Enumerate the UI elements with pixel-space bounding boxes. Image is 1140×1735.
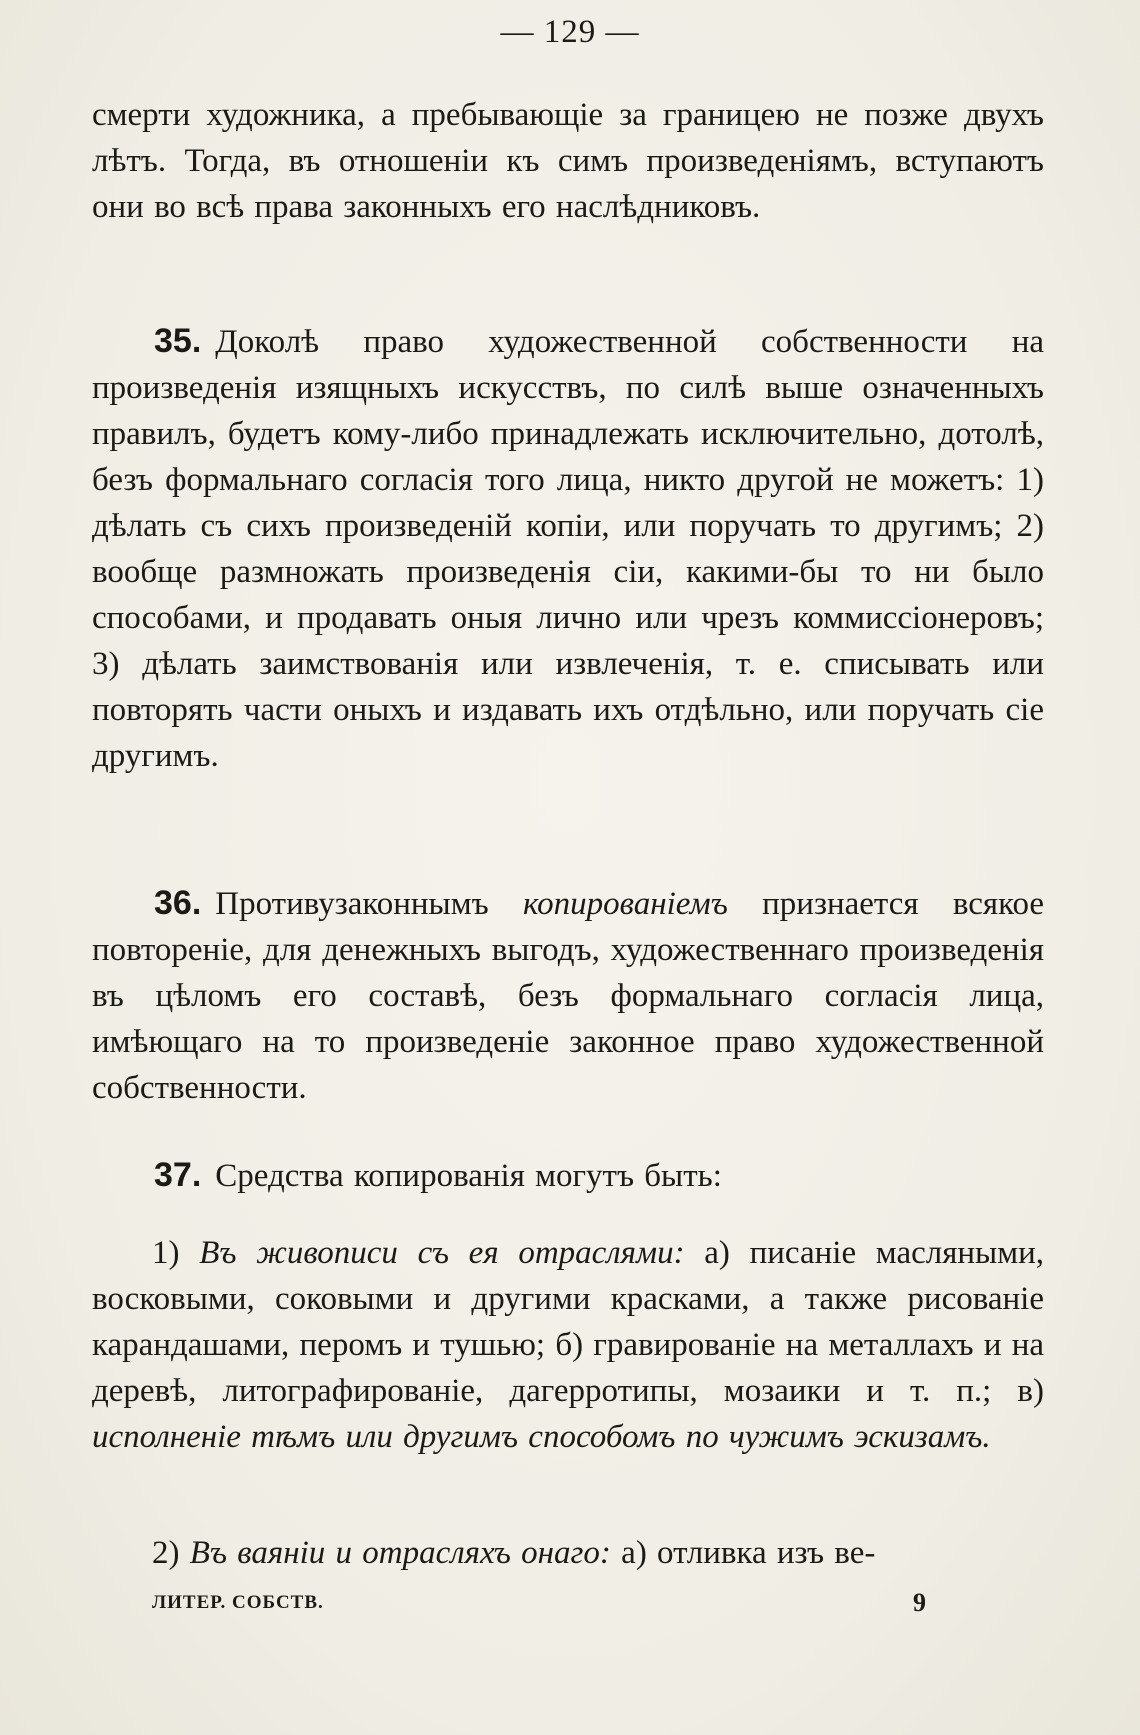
item-text: а) писаніе масляными, восковыми, соковыми и другими красками, а также рисованіе карандашами, перомъ и тушью; б) гравированіе на металлахъ и на деревѣ, литографированіе, дагерротипы, мозаики и т. п.; в) bbox=[92, 1235, 1045, 1409]
article-number: 36. bbox=[154, 884, 202, 922]
item-heading: Въ живописи съ ея отраслями: bbox=[199, 1235, 685, 1271]
item-number: 1) bbox=[152, 1235, 180, 1271]
article-number: 37. bbox=[154, 1156, 202, 1194]
article-35 bbox=[92, 318, 1044, 779]
article-text: признается всякое повтореніе, для денежныхъ выгодъ, художественнаго произведенія въ цѣломъ его составѣ, безъ формальнаго согласія лица, имѣющаго на то произведеніе законное право художественной собственности. bbox=[92, 886, 1044, 1106]
page-number: — 129 — bbox=[500, 14, 640, 50]
article-36 bbox=[92, 880, 1044, 1111]
list-item-2 bbox=[92, 1530, 1044, 1576]
signature-mark: ЛИТЕР. СОБСТВ. bbox=[152, 1592, 324, 1613]
article-text: Средства копированія могутъ быть: bbox=[215, 1158, 722, 1194]
article-lead: Противузаконнымъ bbox=[215, 886, 489, 922]
article-number: 35. bbox=[154, 322, 202, 360]
sheet-number: 9 bbox=[913, 1588, 926, 1617]
item-text: а) отливка изъ ве- bbox=[621, 1535, 876, 1571]
item-number: 2) bbox=[152, 1535, 180, 1571]
article-term: копированіемъ bbox=[522, 886, 728, 922]
paragraph-continuation bbox=[92, 92, 1044, 230]
article-37 bbox=[92, 1152, 1044, 1199]
item-heading: Въ ваяніи и отрасляхъ онаго: bbox=[189, 1535, 611, 1571]
list-item-1 bbox=[92, 1230, 1044, 1460]
paragraph-text: смерти художника, а пребывающіе за границею не позже двухъ лѣтъ. Тогда, въ отношеніи къ симъ произведеніямъ, вступаютъ они во всѣ права законныхъ его наслѣдниковъ. bbox=[92, 97, 1044, 225]
item-italic-tail: исполненіе тѣмъ или другимъ способомъ по чужимъ эскизамъ. bbox=[92, 1419, 991, 1455]
page-footer bbox=[0, 1588, 1140, 1632]
article-text: Доколѣ право художественной собственности на произведенія изящныхъ искусствъ, по силѣ выше означенныхъ правилъ, будетъ кому-либо принадлежать исключительно, дотолѣ, безъ формальнаго согласія того лица, никто другой не можетъ: 1) дѣлать съ сихъ произведеній копіи, или поручать то другимъ; 2) вообще размножать произведенія сіи, какими-бы то ни было способами, и продавать оныя лично или чрезъ коммиссіонеровъ; 3) дѣлать заимствованія или извлеченія, т. е. списывать или повторять части оныхъ и издавать ихъ отдѣльно, или поручать сіе другимъ. bbox=[92, 324, 1044, 774]
